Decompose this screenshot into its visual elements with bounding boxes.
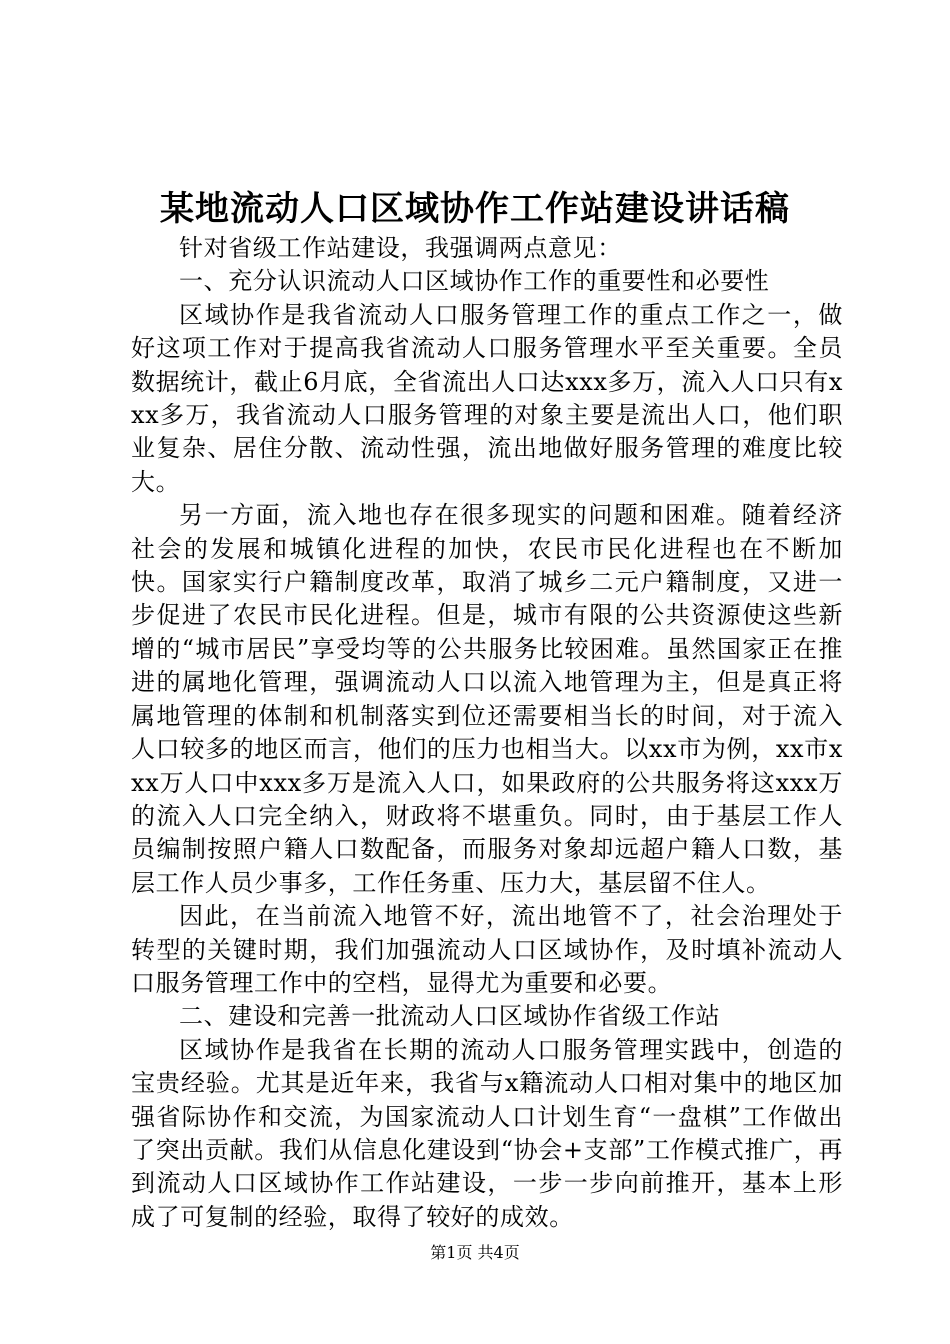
- document-body: [131, 232, 843, 1234]
- document-title: 某地流动人口区域协作工作站建设讲话稿: [160, 189, 790, 229]
- section-heading-1: 一、充分认识流动人口区域协作工作的重要性和必要性: [179, 267, 770, 296]
- paragraph-regional-cooperation: 区域协作是我省流动人口服务管理工作的重点工作之一，做好这项工作对于提高我省流动人口服务管理水平至关重要。全员数据统计，截止6月底，全省流出人口达xxx多万，流入人口只有xxx多万，我省流动人口服务管理的对象主要是流出人口，他们职业复杂、居住分散、流动性强，流出地做好服务管理的难度比较大。: [131, 300, 844, 496]
- paragraph-intro: 针对省级工作站建设，我强调两点意见：: [179, 234, 622, 262]
- page-footer: 第1页 共4页: [430, 1243, 520, 1262]
- section-heading-2: 二、建设和完善一批流动人口区域协作省级工作站: [179, 1002, 721, 1031]
- paragraph-therefore: 因此，在当前流入地管不好，流出地管不了，社会治理处于转型的关键时期，我们加强流动人口区域协作，及时填补流动人口服务管理工作中的空档，显得尤为重要和必要。: [131, 902, 843, 997]
- paragraph-experience: 区域协作是我省在长期的流动人口服务管理实践中，创造的宝贵经验。尤其是近年来，我省与x籍流动人口相对集中的地区加强省际协作和交流，为国家流动人口计划生育“一盘棋”工作做出了突出贡献。我们从信息化建设到“协会+支部”工作模式推广，再到流动人口区域协作工作站建设，一步一步向前推开，基本上形成了可复制的经验，取得了较好的成效。: [131, 1035, 843, 1231]
- paragraph-inflow-difficulties: 另一方面，流入地也存在很多现实的问题和困难。随着经济社会的发展和城镇化进程的加快，农民市民化进程也在不断加快。国家实行户籍制度改革，取消了城乡二元户籍制度，又进一步促进了农民市民化进程。但是，城市有限的公共资源使这些新增的“城市居民”享受均等的公共服务比较困难。虽然国家正在推进的属地化管理，强调流动人口以流入地管理为主，但是真正将属地管理的体制和机制落实到位还需要相当长的时间，对于流入人口较多的地区而言，他们的压力也相当大。以xx市为例，xx市xxx万人口中xxx多万是流入人口，如果政府的公共服务将这xxx万的流入人口完全纳入，财政将不堪重负。同时，由于基层工作人员编制按照户籍人口数配备，而服务对象却远超户籍人口数，基层工作人员少事多，工作任务重、压力大，基层留不住人。: [131, 501, 843, 897]
